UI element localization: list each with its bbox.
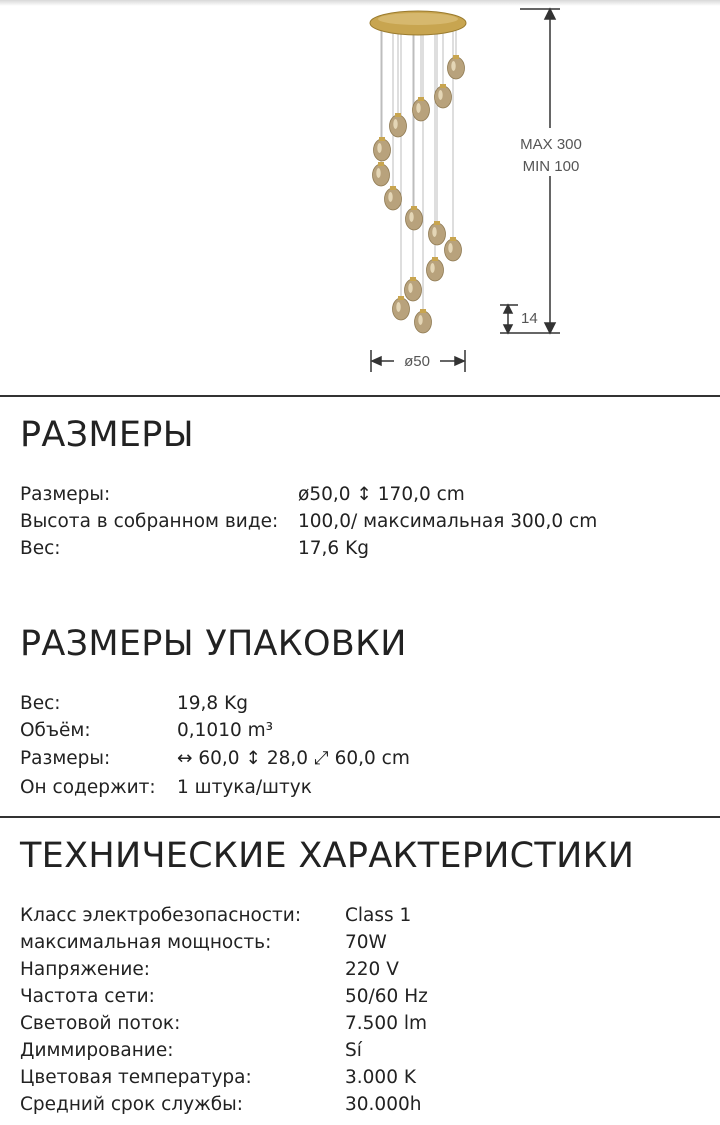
row-label: Частота сети:	[20, 986, 155, 1007]
row-label: Вес:	[20, 538, 61, 559]
row-label: Он содержит:	[20, 777, 156, 798]
row-label: Объём:	[20, 720, 91, 741]
dimensions-title: РАЗМЕРЫ	[20, 415, 194, 455]
glass-pendant	[405, 277, 422, 301]
glass-pendants	[373, 55, 465, 333]
packaging-row	[20, 774, 410, 801]
shade-height-dimension	[500, 305, 518, 333]
technical-row	[20, 1064, 428, 1091]
row-value: 7.500 lm	[345, 1013, 428, 1034]
row-value: ↔ 60,0 ↕ 28,0 ⤢ 60,0 cm	[177, 748, 410, 769]
row-value: 50/60 Hz	[345, 986, 428, 1007]
packaging-row	[20, 690, 410, 717]
row-label: Напряжение:	[20, 959, 150, 980]
glass-pendant	[413, 97, 430, 121]
row-label: Средний срок службы:	[20, 1094, 244, 1115]
row-label: Цветовая температура:	[20, 1067, 252, 1088]
packaging-list	[20, 690, 410, 801]
dimensions-row	[20, 535, 597, 562]
row-value: 100,0/ максимальная 300,0 cm	[298, 511, 598, 532]
row-value: 220 V	[345, 959, 399, 980]
row-label: максимальная мощность:	[20, 932, 272, 953]
glass-pendant	[393, 296, 410, 320]
packaging-row	[20, 744, 410, 774]
row-value: 30.000h	[345, 1094, 422, 1115]
glass-pendant	[448, 55, 465, 79]
glass-pendant	[406, 206, 423, 230]
row-label: Размеры:	[20, 748, 111, 769]
min-height-label: MIN 100	[522, 158, 580, 175]
row-label: Класс электробезопасности:	[20, 905, 302, 926]
technical-row	[20, 902, 428, 929]
diameter-label: ø50	[404, 353, 430, 370]
suspension-cords	[381, 30, 456, 312]
glass-pendant	[429, 221, 446, 245]
dimensions-row	[20, 508, 597, 535]
glass-pendant	[415, 309, 432, 333]
glass-pendant	[390, 113, 407, 137]
technical-row	[20, 929, 428, 956]
row-value: 17,6 Kg	[298, 538, 369, 559]
row-label: Вес:	[20, 693, 61, 714]
technical-list	[20, 902, 428, 1118]
technical-title: ТЕХНИЧЕСКИЕ ХАРАКТЕРИСТИКИ	[20, 836, 635, 876]
row-value: 19,8 Kg	[177, 693, 248, 714]
row-label: Высота в собранном виде:	[20, 511, 279, 532]
technical-row	[20, 1010, 428, 1037]
row-value: 0,1010 m³	[177, 720, 274, 741]
packaging-row	[20, 717, 410, 744]
row-value: 70W	[345, 932, 387, 953]
row-value: 3.000 K	[345, 1067, 416, 1088]
shade-height-label: 14	[521, 310, 538, 327]
row-label: Световой поток:	[20, 1013, 181, 1034]
technical-row	[20, 1037, 428, 1064]
row-value: ø50,0 ↕ 170,0 cm	[298, 484, 465, 505]
technical-row	[20, 956, 428, 983]
divider-bottom	[0, 816, 720, 818]
technical-row	[20, 1091, 428, 1118]
packaging-title: РАЗМЕРЫ УПАКОВКИ	[20, 624, 407, 664]
divider-top	[0, 395, 720, 397]
dimensions-list	[20, 481, 597, 562]
row-label: Размеры:	[20, 484, 111, 505]
glass-pendant	[445, 237, 462, 261]
row-label: Диммирование:	[20, 1040, 174, 1061]
product-dimension-drawing	[0, 0, 720, 390]
technical-row	[20, 983, 428, 1010]
row-value: 1 штука/штук	[177, 777, 312, 798]
max-height-label: MAX 300	[520, 136, 582, 153]
glass-pendant	[385, 186, 402, 210]
glass-pendant	[427, 257, 444, 281]
row-value: Class 1	[345, 905, 412, 926]
row-value: Sí	[345, 1040, 362, 1061]
dimensions-row	[20, 481, 597, 508]
glass-pendant	[373, 162, 390, 186]
glass-pendant	[374, 137, 391, 161]
